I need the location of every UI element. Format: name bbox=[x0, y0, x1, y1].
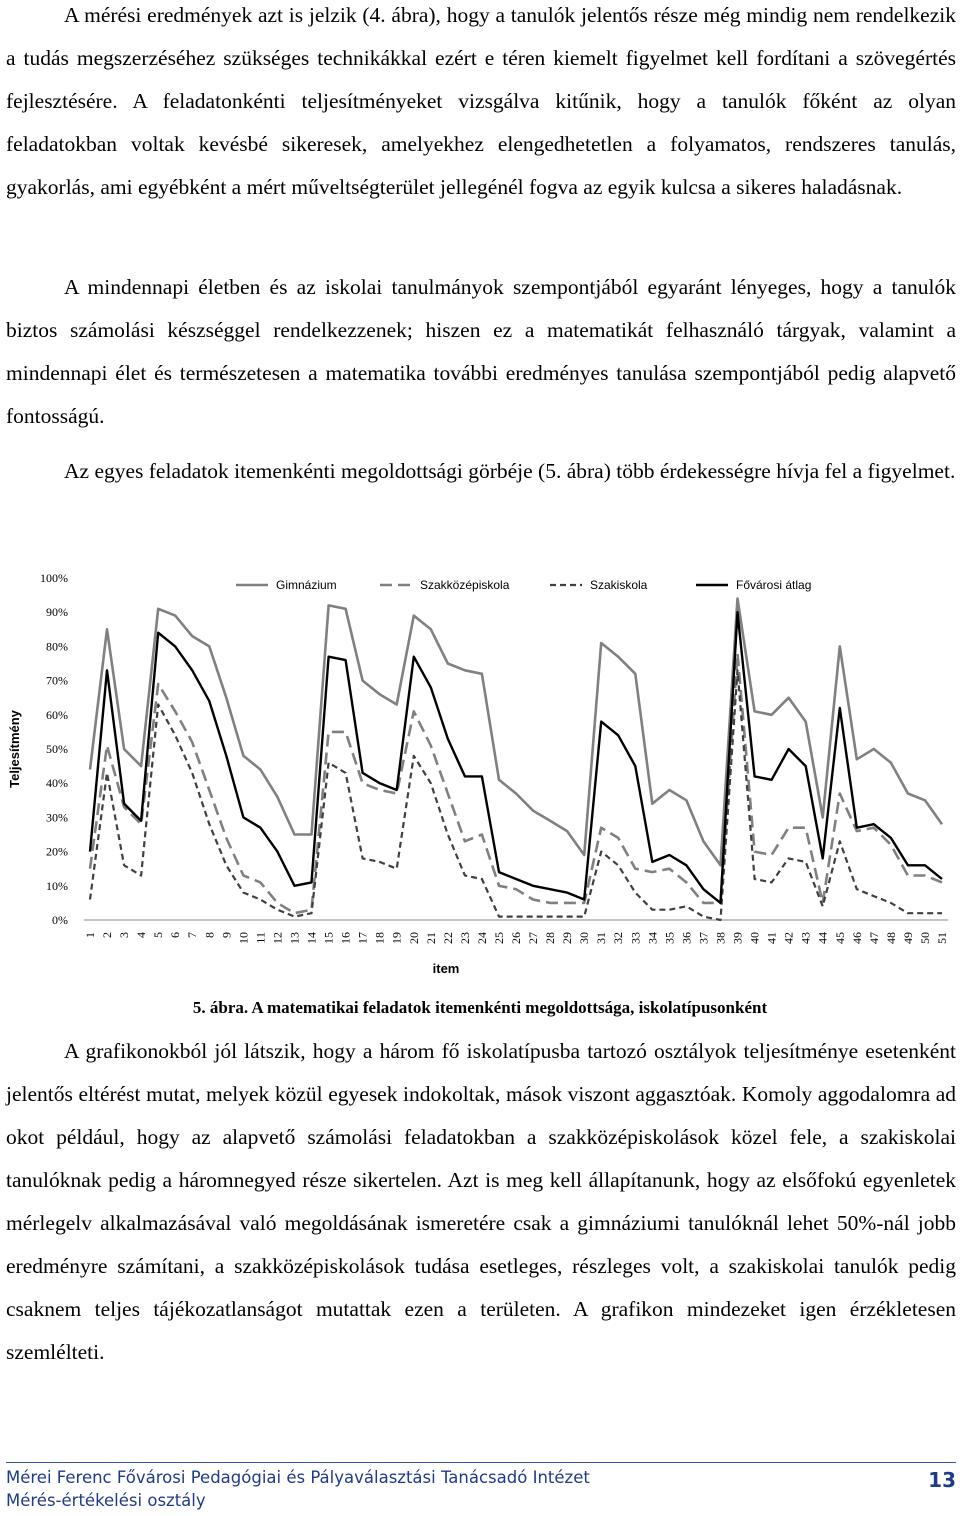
x-tick-label: 38 bbox=[713, 932, 728, 944]
y-tick-label: 10% bbox=[46, 878, 68, 893]
x-tick-label: 2 bbox=[100, 932, 115, 938]
y-tick-label: 40% bbox=[46, 776, 68, 791]
y-tick-label: 100% bbox=[40, 571, 68, 585]
x-tick-label: 45 bbox=[832, 932, 847, 944]
x-tick-label: 11 bbox=[253, 932, 268, 944]
series-line-3 bbox=[90, 612, 942, 903]
x-tick-label: 8 bbox=[202, 932, 217, 938]
x-axis-title: item bbox=[432, 961, 460, 976]
x-tick-label: 16 bbox=[338, 932, 353, 944]
x-tick-label: 40 bbox=[747, 932, 762, 944]
y-axis-title: Teljesítmény bbox=[7, 710, 22, 788]
x-tick-label: 12 bbox=[270, 932, 285, 944]
footer-rule bbox=[6, 1462, 956, 1463]
x-tick-label: 43 bbox=[798, 932, 813, 944]
x-tick-label: 29 bbox=[560, 932, 575, 944]
x-tick-label: 17 bbox=[355, 932, 370, 944]
x-tick-label: 36 bbox=[679, 932, 694, 944]
y-tick-label: 80% bbox=[46, 639, 68, 654]
x-tick-label: 7 bbox=[185, 932, 200, 938]
y-tick-label: 70% bbox=[46, 673, 68, 688]
x-tick-label: 24 bbox=[474, 932, 489, 944]
x-tick-label: 42 bbox=[781, 932, 796, 944]
y-tick-label: 0% bbox=[52, 913, 68, 927]
x-tick-label: 20 bbox=[406, 932, 421, 944]
x-tick-label: 14 bbox=[304, 932, 319, 944]
footer-department: Mérés-értékelési osztály bbox=[6, 1491, 206, 1510]
legend-label: Szakiskola bbox=[590, 578, 648, 592]
y-tick-label: 50% bbox=[46, 742, 68, 756]
x-tick-label: 28 bbox=[543, 932, 558, 944]
figure-caption: 5. ábra. A matematikai feladatok itemenkénti megoldottsága, iskolatípusonként bbox=[192, 998, 768, 1017]
x-tick-label: 21 bbox=[423, 932, 438, 944]
x-tick-label: 51 bbox=[935, 932, 949, 944]
x-tick-label: 35 bbox=[662, 932, 677, 944]
legend-label: Fővárosi átlag bbox=[736, 578, 812, 592]
x-tick-label: 48 bbox=[883, 932, 898, 944]
y-tick-label: 60% bbox=[46, 707, 68, 722]
x-tick-label: 39 bbox=[730, 932, 745, 944]
x-tick-label: 34 bbox=[645, 932, 660, 944]
y-tick-label: 20% bbox=[46, 844, 68, 859]
x-tick-label: 25 bbox=[491, 932, 506, 944]
x-tick-label: 37 bbox=[696, 932, 711, 944]
x-tick-label: 30 bbox=[577, 932, 592, 944]
x-tick-label: 44 bbox=[815, 932, 830, 944]
x-tick-label: 32 bbox=[611, 932, 626, 944]
x-tick-label: 9 bbox=[219, 932, 234, 938]
x-tick-label: 50 bbox=[917, 932, 932, 944]
x-tick-label: 4 bbox=[134, 932, 149, 938]
page-number: 13 bbox=[928, 1468, 956, 1492]
x-tick-label: 27 bbox=[526, 932, 541, 944]
x-tick-label: 46 bbox=[849, 932, 864, 944]
x-tick-label: 15 bbox=[321, 932, 336, 944]
x-tick-label: 5 bbox=[151, 932, 166, 938]
x-tick-label: 22 bbox=[440, 932, 455, 944]
line-chart bbox=[0, 560, 960, 990]
x-tick-label: 6 bbox=[168, 932, 183, 938]
x-tick-label: 19 bbox=[389, 932, 404, 944]
legend-label: Gimnázium bbox=[276, 578, 337, 592]
x-tick-label: 31 bbox=[594, 932, 609, 944]
x-tick-label: 26 bbox=[509, 932, 523, 944]
x-tick-label: 49 bbox=[900, 932, 915, 944]
y-tick-label: 90% bbox=[46, 605, 68, 620]
x-tick-label: 47 bbox=[866, 932, 881, 944]
x-tick-label: 3 bbox=[117, 932, 132, 938]
x-tick-label: 33 bbox=[628, 932, 643, 944]
paragraph-4: A grafikonokból jól látszik, hogy a három fő iskolatípusba tartozó osztályok teljesítménye esetenként jelentős eltérést mutat, melyek közül egyesek indokoltak, mások viszont aggasztóak. Komoly aggodalomra ad okot például, hogy az alapvető számolási feladatokban a szakközépiskolások közel fele, a szakiskolai tanulóknak pedig a háromnegyed része sikertelen. Azt is meg kell állapítanunk, hogy az elsőfokú egyenletek mérlegelv alkalmazásával való megoldásának ismeretére csak a gimnáziumi tanulóknál lehet 50%-nál jobb eredményre számítani, a szakközépiskolások tudása esetleges, részleges volt, a szakiskolai tanulók pedig csaknem teljes tájékozatlanságot mutattak ezen a területen. A grafikon mindezeket igen érzékletesen szemlélteti. bbox=[6, 1039, 956, 1364]
legend-label: Szakközépiskola bbox=[420, 578, 510, 592]
series-line-1 bbox=[90, 653, 942, 913]
x-tick-label: 18 bbox=[372, 932, 387, 944]
x-tick-label: 1 bbox=[83, 932, 97, 938]
x-tick-label: 10 bbox=[236, 932, 251, 944]
paragraph-3: Az egyes feladatok itemenkénti megoldottsági görbéje (5. ábra) több érdekességre hívja fel a figyelmet. bbox=[64, 459, 956, 483]
x-tick-label: 23 bbox=[457, 932, 472, 944]
y-tick-label: 30% bbox=[46, 810, 68, 825]
footer-institute: Mérei Ferenc Fővárosi Pedagógiai és Pályaválasztási Tanácsadó Intézet bbox=[6, 1468, 590, 1487]
x-tick-label: 13 bbox=[287, 932, 302, 944]
x-tick-label: 41 bbox=[764, 932, 779, 944]
paragraph-2: A mindennapi életben és az iskolai tanulmányok szempontjából egyaránt lényeges, hogy a tanulók biztos számolási készséggel rendelkezzenek; hiszen ez a matematikát felhasználó tárgyak, valamint a mindennapi élet és természetesen a matematika további eredményes tanulása szempontjából pedig alapvető fontosságú. bbox=[6, 275, 956, 428]
paragraph-1: A mérési eredmények azt is jelzik (4. ábra), hogy a tanulók jelentős része még mindig nem rendelkezik a tudás megszerzéséhez szükséges technikákkal ezért e téren kiemelt figyelmet kell fordítani a szövegértés fejlesztésére. A feladatonkénti teljesítményeket vizsgálva kitűnik, hogy a tanulók főként az olyan feladatokban voltak kevésbé sikeresek, amelyekhez elengedhetetlen a folyamatos, rendszeres tanulás, gyakorlás, ami egyébként a mért műveltségterület jellegénél fogva az egyik kulcsa a sikeres haladásnak. bbox=[6, 3, 956, 199]
